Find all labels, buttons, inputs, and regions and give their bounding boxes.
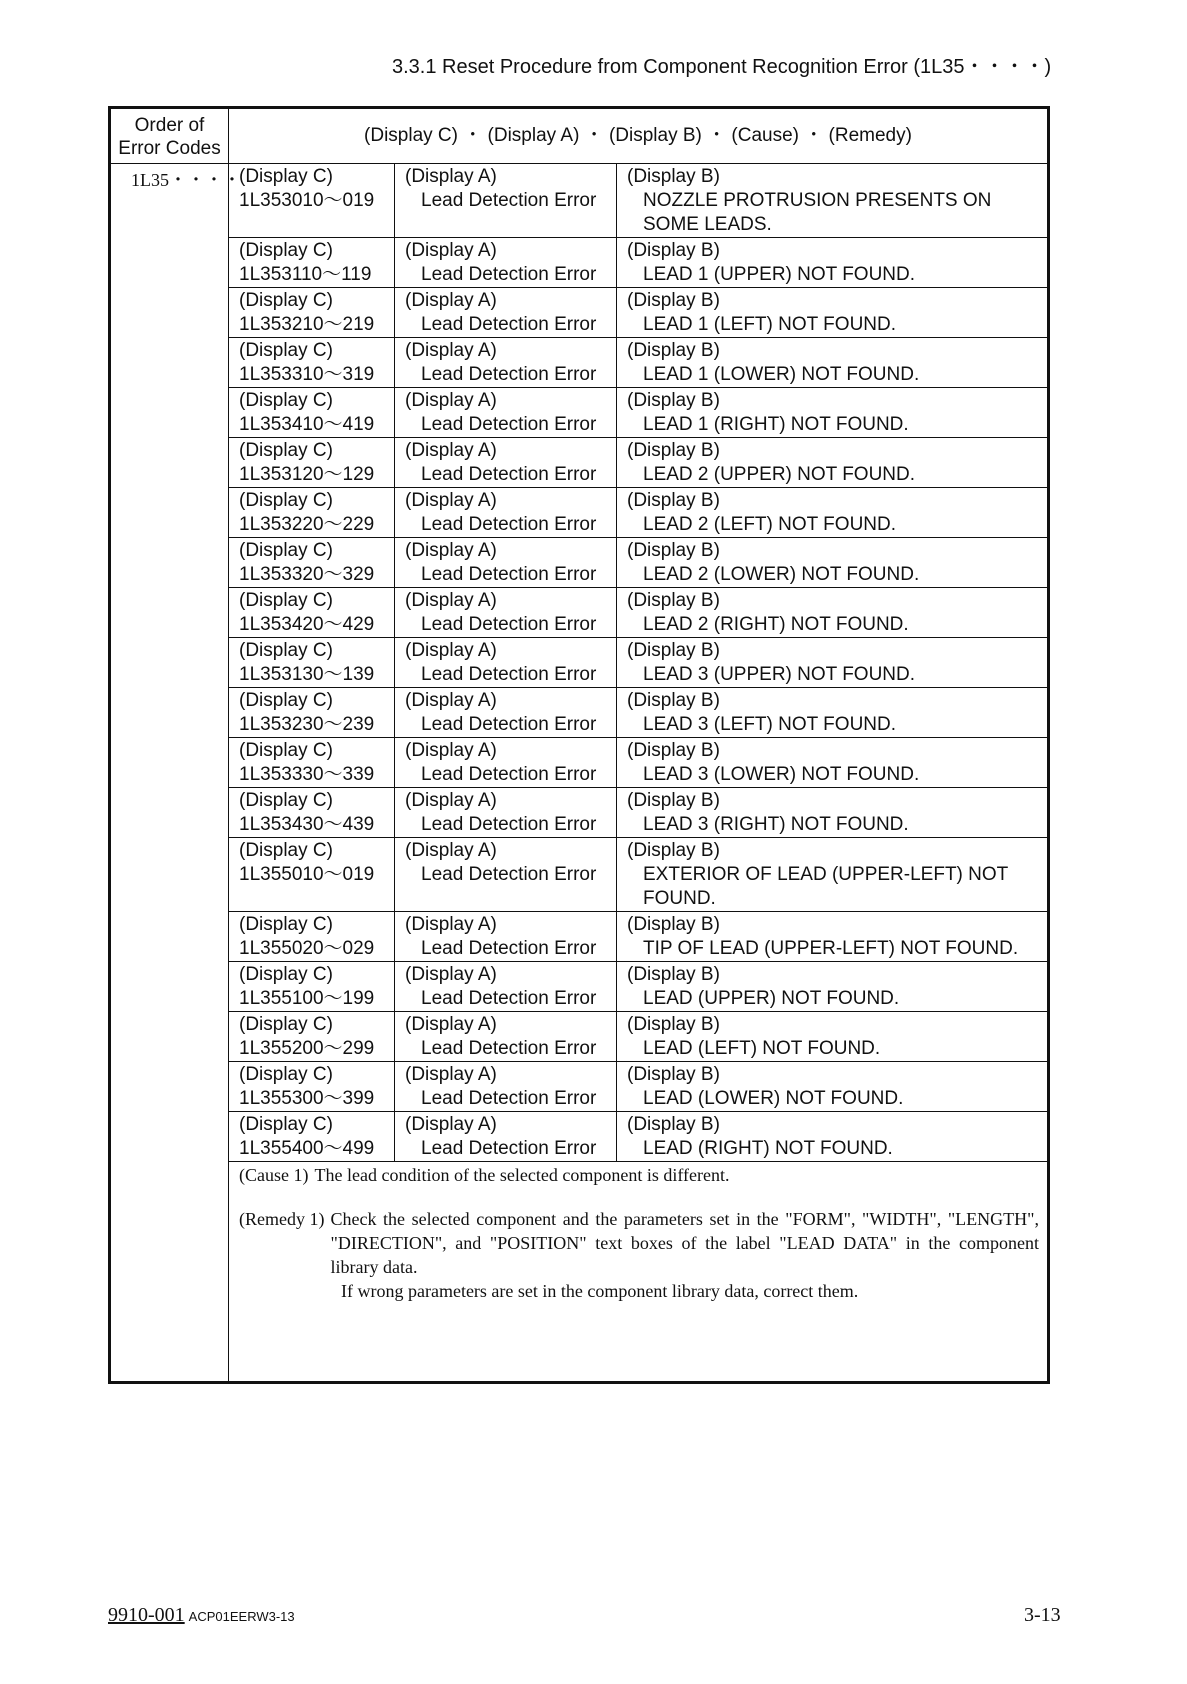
display-b-cell	[617, 388, 1049, 438]
display-a-cell	[395, 438, 617, 488]
display-b-cell	[617, 912, 1049, 962]
display-b-cell-label: (Display B)	[627, 690, 720, 711]
display-a-cell-label: (Display A)	[405, 790, 497, 811]
display-a-cell-value: Lead Detection Error	[421, 814, 597, 835]
table-row	[110, 638, 1049, 688]
display-c-cell-value: 1L353120～129	[239, 464, 375, 485]
cause-text: The lead condition of the selected component is different.	[314, 1165, 730, 1185]
table-row	[110, 488, 1049, 538]
display-c-cell	[229, 1062, 395, 1112]
display-b-cell	[617, 1012, 1049, 1062]
display-a-cell	[395, 588, 617, 638]
display-b-cell	[617, 488, 1049, 538]
display-b-cell-value: LEAD (LOWER) NOT FOUND.	[643, 1088, 904, 1109]
remedy-block	[239, 1207, 1039, 1279]
display-c-cell-value: 1L353420～429	[239, 614, 375, 635]
display-c-cell-label: (Display C)	[239, 390, 333, 411]
display-c-cell	[229, 388, 395, 438]
display-c-cell-value: 1L355400～499	[239, 1138, 375, 1159]
display-a-cell-label: (Display A)	[405, 740, 497, 761]
cause-block	[239, 1163, 1039, 1187]
order-column-header: Order of Error Codes	[110, 108, 229, 164]
display-b-cell-value: LEAD 2 (LOWER) NOT FOUND.	[643, 564, 920, 585]
display-a-cell-label: (Display A)	[405, 590, 497, 611]
display-b-cell-label: (Display B)	[627, 166, 720, 187]
page-header: 3.3.1 Reset Procedure from Component Recognition Error (1L35・・・・)	[392, 56, 1052, 78]
display-a-cell-value: Lead Detection Error	[421, 1088, 597, 1109]
display-b-cell	[617, 788, 1049, 838]
display-c-cell-label: (Display C)	[239, 540, 333, 561]
display-a-cell-label: (Display A)	[405, 166, 497, 187]
display-a-cell	[395, 388, 617, 438]
display-c-cell-label: (Display C)	[239, 640, 333, 661]
display-b-cell-value: LEAD 3 (RIGHT) NOT FOUND.	[643, 814, 909, 835]
table-row	[110, 164, 1049, 238]
footer-doc-info	[108, 1604, 295, 1627]
doc-id: ACP01EERW3-13	[188, 1609, 295, 1624]
display-c-cell	[229, 962, 395, 1012]
display-b-cell-label: (Display B)	[627, 290, 720, 311]
display-b-cell-value: LEAD 1 (UPPER) NOT FOUND.	[643, 264, 916, 285]
display-a-cell-value: Lead Detection Error	[421, 314, 597, 335]
display-c-cell-label: (Display C)	[239, 740, 333, 761]
display-a-cell-label: (Display A)	[405, 840, 497, 861]
display-c-cell-value: 1L353320～329	[239, 564, 375, 585]
display-a-cell-value: Lead Detection Error	[421, 714, 597, 735]
display-b-cell-value: LEAD 2 (RIGHT) NOT FOUND.	[643, 614, 909, 635]
display-c-cell	[229, 538, 395, 588]
display-c-cell	[229, 638, 395, 688]
display-a-cell-label: (Display A)	[405, 240, 497, 261]
display-a-cell-label: (Display A)	[405, 914, 497, 935]
display-b-cell	[617, 538, 1049, 588]
display-c-cell	[229, 338, 395, 388]
order-code: 1L35・・・・	[131, 170, 241, 190]
display-a-cell-value: Lead Detection Error	[421, 664, 597, 685]
display-b-cell-label: (Display B)	[627, 590, 720, 611]
display-c-cell-label: (Display C)	[239, 1014, 333, 1035]
display-c-cell-value: 1L353330～339	[239, 764, 375, 785]
display-a-cell	[395, 488, 617, 538]
table-row	[110, 238, 1049, 288]
display-b-cell	[617, 1062, 1049, 1112]
display-c-cell	[229, 238, 395, 288]
display-b-cell	[617, 588, 1049, 638]
display-c-cell-label: (Display C)	[239, 790, 333, 811]
display-b-cell	[617, 638, 1049, 688]
display-b-cell-value: LEAD 3 (UPPER) NOT FOUND.	[643, 664, 916, 685]
display-c-cell-label: (Display C)	[239, 1114, 333, 1135]
display-b-cell-label: (Display B)	[627, 1064, 720, 1085]
main-column-header: (Display C) ・ (Display A) ・ (Display B) ・ (Cause) ・ (Remedy)	[229, 108, 1049, 164]
display-c-cell-value: 1L353430～439	[239, 814, 375, 835]
error-code-table	[108, 106, 1050, 1384]
display-a-cell	[395, 738, 617, 788]
display-c-cell-value: 1L353130～139	[239, 664, 375, 685]
display-b-cell-label: (Display B)	[627, 440, 720, 461]
display-a-cell-label: (Display A)	[405, 1014, 497, 1035]
display-a-cell	[395, 164, 617, 238]
display-c-cell-value: 1L353310～319	[239, 364, 375, 385]
display-b-cell-value: LEAD (UPPER) NOT FOUND.	[643, 988, 900, 1009]
display-a-cell-value: Lead Detection Error	[421, 1038, 597, 1059]
display-b-cell-label: (Display B)	[627, 740, 720, 761]
display-a-cell	[395, 688, 617, 738]
display-a-cell	[395, 338, 617, 388]
order-code-cell	[110, 164, 241, 1383]
display-b-cell-value: LEAD 2 (UPPER) NOT FOUND.	[643, 464, 916, 485]
display-b-cell	[617, 164, 1049, 238]
display-c-cell	[229, 788, 395, 838]
display-b-cell-label: (Display B)	[627, 790, 720, 811]
display-a-cell	[395, 838, 617, 912]
doc-number: 9910-001	[108, 1604, 185, 1626]
display-b-cell-label: (Display B)	[627, 1114, 720, 1135]
table-row	[110, 788, 1049, 838]
remedy-text: Check the selected component and the parameters set in the "FORM", "WIDTH", "LENGTH", "DIRECTION", and "POSITION" text boxes of the label "LEAD DATA" in the component library data.	[330, 1209, 1039, 1277]
display-b-cell-label: (Display B)	[627, 914, 720, 935]
display-c-cell	[229, 288, 395, 338]
display-c-cell	[229, 1112, 395, 1162]
display-a-cell-label: (Display A)	[405, 390, 497, 411]
table-row	[110, 738, 1049, 788]
table-row	[110, 688, 1049, 738]
table-row	[110, 338, 1049, 388]
table-row	[110, 538, 1049, 588]
table-header-row	[110, 108, 1049, 164]
display-a-cell	[395, 1012, 617, 1062]
display-b-cell-value: LEAD (RIGHT) NOT FOUND.	[643, 1138, 893, 1159]
display-c-cell-label: (Display C)	[239, 590, 333, 611]
table-row	[110, 588, 1049, 638]
display-c-cell-label: (Display C)	[239, 290, 333, 311]
display-c-cell-value: 1L353210～219	[239, 314, 375, 335]
table-row	[110, 912, 1049, 962]
display-c-cell-label: (Display C)	[239, 340, 333, 361]
display-b-cell-value: LEAD 3 (LOWER) NOT FOUND.	[643, 764, 920, 785]
display-a-cell-label: (Display A)	[405, 690, 497, 711]
display-a-cell-label: (Display A)	[405, 1064, 497, 1085]
display-a-cell-label: (Display A)	[405, 1114, 497, 1135]
display-b-cell-value: TIP OF LEAD (UPPER-LEFT) NOT FOUND.	[643, 938, 1019, 959]
display-b-cell-label: (Display B)	[627, 240, 720, 261]
display-b-cell-value: LEAD 1 (LEFT) NOT FOUND.	[643, 314, 897, 335]
display-a-cell	[395, 1062, 617, 1112]
display-b-cell-value: LEAD 1 (LOWER) NOT FOUND.	[643, 364, 920, 385]
display-c-cell-label: (Display C)	[239, 690, 333, 711]
display-a-cell-value: Lead Detection Error	[421, 464, 597, 485]
display-c-cell-label: (Display C)	[239, 914, 333, 935]
display-c-cell-value: 1L353010～019	[239, 190, 375, 211]
table-row	[110, 388, 1049, 438]
display-a-cell-label: (Display A)	[405, 290, 497, 311]
display-a-cell-label: (Display A)	[405, 964, 497, 985]
display-c-cell-value: 1L355100～199	[239, 988, 375, 1009]
display-a-cell	[395, 962, 617, 1012]
display-b-cell-label: (Display B)	[627, 540, 720, 561]
display-b-cell-value: EXTERIOR OF LEAD (UPPER-LEFT) NOT FOUND.	[643, 864, 1008, 909]
display-c-cell-value: 1L355020～029	[239, 938, 375, 959]
cause-remedy-cell	[229, 1162, 1049, 1383]
display-a-cell	[395, 788, 617, 838]
display-a-cell-value: Lead Detection Error	[421, 190, 597, 211]
display-a-cell-value: Lead Detection Error	[421, 614, 597, 635]
display-c-cell-label: (Display C)	[239, 490, 333, 511]
display-a-cell-value: Lead Detection Error	[421, 564, 597, 585]
display-a-cell-label: (Display A)	[405, 340, 497, 361]
display-c-cell-value: 1L355200～299	[239, 1038, 375, 1059]
table-row	[110, 962, 1049, 1012]
cause-remedy-row	[110, 1162, 1049, 1383]
display-a-cell-value: Lead Detection Error	[421, 938, 597, 959]
display-a-cell-label: (Display A)	[405, 490, 497, 511]
display-b-cell-value: NOZZLE PROTRUSION PRESENTS ON SOME LEADS.	[643, 190, 992, 235]
display-c-cell	[229, 588, 395, 638]
display-c-cell	[229, 912, 395, 962]
table-row	[110, 1062, 1049, 1112]
display-b-cell-label: (Display B)	[627, 1014, 720, 1035]
display-b-cell-label: (Display B)	[627, 964, 720, 985]
display-b-cell-label: (Display B)	[627, 640, 720, 661]
display-b-cell-label: (Display B)	[627, 490, 720, 511]
display-c-cell	[229, 688, 395, 738]
table-row	[110, 288, 1049, 338]
table-row	[110, 1012, 1049, 1062]
display-b-cell	[617, 288, 1049, 338]
cause-label: (Cause 1)	[239, 1165, 309, 1185]
display-a-cell	[395, 638, 617, 688]
display-a-cell-label: (Display A)	[405, 440, 497, 461]
display-c-cell	[229, 838, 395, 912]
display-c-cell-value: 1L355010～019	[239, 864, 375, 885]
display-a-cell-value: Lead Detection Error	[421, 764, 597, 785]
display-c-cell	[229, 738, 395, 788]
display-a-cell-value: Lead Detection Error	[421, 514, 597, 535]
display-c-cell-value: 1L355300～399	[239, 1088, 375, 1109]
remedy-text-continued: If wrong parameters are set in the component library data, correct them.	[341, 1281, 859, 1301]
display-a-cell-value: Lead Detection Error	[421, 1138, 597, 1159]
display-b-cell-label: (Display B)	[627, 840, 720, 861]
display-b-cell	[617, 238, 1049, 288]
display-b-cell-value: LEAD 2 (LEFT) NOT FOUND.	[643, 514, 897, 535]
display-c-cell-value: 1L353220～229	[239, 514, 375, 535]
remedy-label: (Remedy 1)	[239, 1209, 325, 1229]
display-a-cell	[395, 912, 617, 962]
page-number: 3-13	[1024, 1604, 1061, 1626]
display-c-cell-label: (Display C)	[239, 1064, 333, 1085]
display-a-cell-value: Lead Detection Error	[421, 414, 597, 435]
display-b-cell	[617, 1112, 1049, 1162]
display-c-cell	[229, 1012, 395, 1062]
display-b-cell-value: LEAD 3 (LEFT) NOT FOUND.	[643, 714, 897, 735]
display-b-cell-label: (Display B)	[627, 390, 720, 411]
table-row	[110, 838, 1049, 912]
display-a-cell-label: (Display A)	[405, 640, 497, 661]
display-a-cell	[395, 538, 617, 588]
display-b-cell	[617, 838, 1049, 912]
display-a-cell-label: (Display A)	[405, 540, 497, 561]
display-b-cell	[617, 338, 1049, 388]
display-c-cell-label: (Display C)	[239, 964, 333, 985]
display-a-cell-value: Lead Detection Error	[421, 988, 597, 1009]
display-a-cell-value: Lead Detection Error	[421, 264, 597, 285]
table-row	[110, 1112, 1049, 1162]
display-a-cell	[395, 288, 617, 338]
display-c-cell-label: (Display C)	[239, 440, 333, 461]
display-c-cell	[229, 164, 395, 238]
display-a-cell-value: Lead Detection Error	[421, 364, 597, 385]
display-c-cell-label: (Display C)	[239, 240, 333, 261]
display-a-cell-value: Lead Detection Error	[421, 864, 597, 885]
display-c-cell-value: 1L353110～119	[239, 264, 372, 285]
display-b-cell	[617, 688, 1049, 738]
display-c-cell-label: (Display C)	[239, 166, 333, 187]
display-b-cell-label: (Display B)	[627, 340, 720, 361]
display-b-cell-value: LEAD 1 (RIGHT) NOT FOUND.	[643, 414, 909, 435]
display-b-cell	[617, 438, 1049, 488]
display-c-cell-value: 1L353410～419	[239, 414, 375, 435]
table-row	[110, 438, 1049, 488]
display-c-cell-value: 1L353230～239	[239, 714, 375, 735]
display-a-cell	[395, 238, 617, 288]
display-c-cell	[229, 488, 395, 538]
display-c-cell	[229, 438, 395, 488]
display-b-cell	[617, 962, 1049, 1012]
display-a-cell	[395, 1112, 617, 1162]
display-c-cell-label: (Display C)	[239, 840, 333, 861]
display-b-cell	[617, 738, 1049, 788]
display-b-cell-value: LEAD (LEFT) NOT FOUND.	[643, 1038, 881, 1059]
